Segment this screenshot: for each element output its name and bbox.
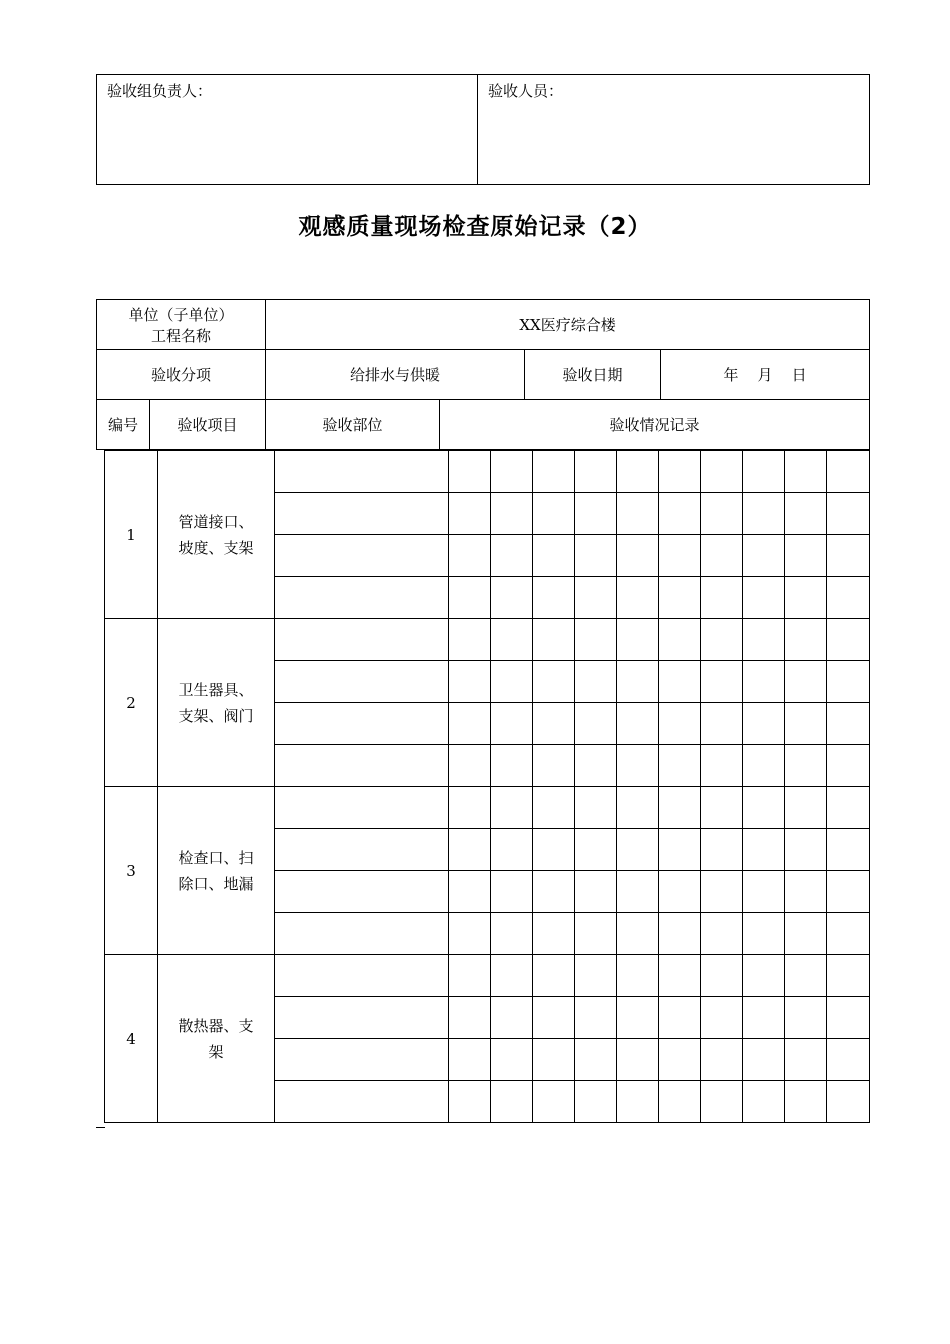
- record-cell[interactable]: [449, 1081, 491, 1123]
- record-cell[interactable]: [617, 661, 659, 703]
- record-cell[interactable]: [491, 997, 533, 1039]
- item-name: [158, 787, 275, 955]
- record-cell[interactable]: [701, 703, 743, 745]
- record-cell[interactable]: [659, 1039, 701, 1081]
- record-cell[interactable]: [449, 871, 491, 913]
- record-cell[interactable]: [785, 1081, 827, 1123]
- record-cell[interactable]: [449, 913, 491, 955]
- inspection-table: [104, 450, 870, 1123]
- item-name: [158, 955, 275, 1123]
- leader-label: 验收组负责人：: [107, 82, 213, 100]
- item-number: 2: [105, 619, 158, 787]
- record-cell[interactable]: [785, 955, 827, 997]
- record-cell[interactable]: [785, 1039, 827, 1081]
- record-cell[interactable]: [533, 997, 575, 1039]
- table-row: [105, 787, 870, 829]
- record-cell[interactable]: [743, 787, 785, 829]
- record-cell[interactable]: [701, 913, 743, 955]
- record-cell[interactable]: [491, 787, 533, 829]
- record-cell[interactable]: [449, 619, 491, 661]
- unit-value[interactable]: XX医疗综合楼: [266, 300, 870, 350]
- item-name-line2: 除口、地漏: [178, 874, 254, 893]
- record-cell[interactable]: [743, 493, 785, 535]
- record-cell[interactable]: [659, 535, 701, 577]
- record-cell[interactable]: [575, 787, 617, 829]
- col-record-header: 验收情况记录: [440, 400, 870, 450]
- record-cell[interactable]: [827, 829, 870, 871]
- record-cell[interactable]: [785, 787, 827, 829]
- record-cell[interactable]: [533, 493, 575, 535]
- unit-label-line2: 工程名称: [151, 326, 212, 345]
- date-label: 验收日期: [525, 350, 661, 400]
- record-cell[interactable]: [659, 1081, 701, 1123]
- record-cell[interactable]: [785, 913, 827, 955]
- record-cell[interactable]: [617, 577, 659, 619]
- record-cell[interactable]: [701, 787, 743, 829]
- record-cell[interactable]: [701, 871, 743, 913]
- record-cell[interactable]: [659, 619, 701, 661]
- member-label: 验收人员：: [488, 82, 564, 100]
- record-cell[interactable]: [533, 787, 575, 829]
- record-cell[interactable]: [785, 493, 827, 535]
- record-cell[interactable]: [743, 955, 785, 997]
- signature-table: [96, 74, 870, 185]
- part-cell[interactable]: [275, 913, 449, 955]
- record-cell[interactable]: [491, 955, 533, 997]
- record-cell[interactable]: [743, 451, 785, 493]
- record-cell[interactable]: [575, 745, 617, 787]
- part-cell[interactable]: [275, 955, 449, 997]
- record-cell[interactable]: [575, 577, 617, 619]
- record-cell[interactable]: [575, 619, 617, 661]
- page-title: 观感质量现场检查原始记录（2）: [298, 214, 652, 240]
- record-cell[interactable]: [491, 745, 533, 787]
- item-number: 4: [105, 955, 158, 1123]
- part-cell[interactable]: [275, 577, 449, 619]
- record-cell[interactable]: [827, 745, 870, 787]
- record-cell[interactable]: [701, 1039, 743, 1081]
- item-name: [158, 619, 275, 787]
- record-cell[interactable]: [827, 535, 870, 577]
- record-cell[interactable]: [701, 577, 743, 619]
- record-cell[interactable]: [449, 493, 491, 535]
- record-cell[interactable]: [659, 577, 701, 619]
- record-cell[interactable]: [827, 451, 870, 493]
- record-cell[interactable]: [659, 997, 701, 1039]
- record-cell[interactable]: [827, 997, 870, 1039]
- record-cell[interactable]: [659, 703, 701, 745]
- record-cell[interactable]: [575, 829, 617, 871]
- record-cell[interactable]: [575, 997, 617, 1039]
- header-table: [96, 299, 870, 450]
- record-cell[interactable]: [533, 703, 575, 745]
- record-cell[interactable]: [701, 829, 743, 871]
- item-name-line1: 检查口、扫: [178, 848, 254, 867]
- record-cell[interactable]: [617, 1039, 659, 1081]
- record-cell[interactable]: [785, 577, 827, 619]
- part-cell[interactable]: [275, 451, 449, 493]
- record-cell[interactable]: [827, 577, 870, 619]
- record-cell[interactable]: [533, 577, 575, 619]
- record-cell[interactable]: [827, 703, 870, 745]
- record-cell[interactable]: [575, 871, 617, 913]
- member-signature-cell[interactable]: [478, 75, 870, 185]
- record-cell[interactable]: [827, 661, 870, 703]
- record-cell[interactable]: [533, 871, 575, 913]
- record-cell[interactable]: [449, 1039, 491, 1081]
- record-cell[interactable]: [533, 1081, 575, 1123]
- record-cell[interactable]: [533, 829, 575, 871]
- record-cell[interactable]: [491, 451, 533, 493]
- record-cell[interactable]: [701, 1081, 743, 1123]
- record-cell[interactable]: [827, 787, 870, 829]
- record-cell[interactable]: [701, 661, 743, 703]
- record-cell[interactable]: [491, 619, 533, 661]
- record-cell[interactable]: [701, 997, 743, 1039]
- record-cell[interactable]: [659, 829, 701, 871]
- item-number: 1: [105, 451, 158, 619]
- record-cell[interactable]: [617, 829, 659, 871]
- record-cell[interactable]: [575, 1081, 617, 1123]
- record-cell[interactable]: [743, 619, 785, 661]
- record-cell[interactable]: [449, 745, 491, 787]
- leader-signature-cell[interactable]: [97, 75, 478, 185]
- record-cell[interactable]: [827, 1081, 870, 1123]
- part-cell[interactable]: [275, 493, 449, 535]
- record-cell[interactable]: [785, 619, 827, 661]
- record-cell[interactable]: [659, 955, 701, 997]
- record-cell[interactable]: [701, 619, 743, 661]
- item-name-line2: 架: [208, 1042, 224, 1061]
- record-cell[interactable]: [785, 535, 827, 577]
- part-cell[interactable]: [275, 1081, 449, 1123]
- record-cell[interactable]: [659, 661, 701, 703]
- part-cell[interactable]: [275, 661, 449, 703]
- record-cell[interactable]: [575, 913, 617, 955]
- record-cell[interactable]: [575, 451, 617, 493]
- record-cell[interactable]: [785, 451, 827, 493]
- record-cell[interactable]: [575, 493, 617, 535]
- record-cell[interactable]: [533, 1039, 575, 1081]
- record-cell[interactable]: [617, 787, 659, 829]
- record-cell[interactable]: [617, 997, 659, 1039]
- record-cell[interactable]: [575, 535, 617, 577]
- record-cell[interactable]: [533, 451, 575, 493]
- item-name-line1: 管道接口、: [178, 512, 254, 531]
- record-cell[interactable]: [785, 871, 827, 913]
- record-cell[interactable]: [785, 703, 827, 745]
- part-cell[interactable]: [275, 745, 449, 787]
- record-cell[interactable]: [449, 997, 491, 1039]
- part-cell[interactable]: [275, 535, 449, 577]
- part-cell[interactable]: [275, 1039, 449, 1081]
- record-cell[interactable]: [617, 1081, 659, 1123]
- record-cell[interactable]: [617, 871, 659, 913]
- record-cell[interactable]: [743, 661, 785, 703]
- record-cell[interactable]: [617, 451, 659, 493]
- record-cell[interactable]: [827, 955, 870, 997]
- record-cell[interactable]: [659, 913, 701, 955]
- col-item-header: 验收项目: [150, 400, 266, 450]
- record-cell[interactable]: [617, 913, 659, 955]
- record-cell[interactable]: [617, 535, 659, 577]
- record-cell[interactable]: [491, 493, 533, 535]
- record-cell[interactable]: [659, 451, 701, 493]
- record-cell[interactable]: [575, 1039, 617, 1081]
- record-cell[interactable]: [827, 871, 870, 913]
- record-cell[interactable]: [701, 493, 743, 535]
- record-cell[interactable]: [449, 703, 491, 745]
- record-cell[interactable]: [449, 577, 491, 619]
- col-no-header: 编号: [97, 400, 150, 450]
- record-cell[interactable]: [785, 829, 827, 871]
- record-cell[interactable]: [533, 535, 575, 577]
- record-cell[interactable]: [743, 913, 785, 955]
- record-cell[interactable]: [743, 1039, 785, 1081]
- record-cell[interactable]: [491, 1081, 533, 1123]
- record-cell[interactable]: [659, 871, 701, 913]
- record-cell[interactable]: [827, 493, 870, 535]
- record-cell[interactable]: [533, 913, 575, 955]
- record-cell[interactable]: [617, 955, 659, 997]
- record-cell[interactable]: [743, 829, 785, 871]
- record-cell[interactable]: [491, 913, 533, 955]
- record-cell[interactable]: [743, 535, 785, 577]
- record-cell[interactable]: [827, 619, 870, 661]
- part-cell[interactable]: [275, 871, 449, 913]
- record-cell[interactable]: [575, 955, 617, 997]
- part-cell[interactable]: [275, 619, 449, 661]
- record-cell[interactable]: [491, 577, 533, 619]
- record-cell[interactable]: [449, 955, 491, 997]
- part-cell[interactable]: [275, 829, 449, 871]
- table-row: [105, 619, 870, 661]
- table-row: [105, 451, 870, 493]
- record-cell[interactable]: [449, 661, 491, 703]
- record-cell[interactable]: [743, 703, 785, 745]
- table-row: [105, 955, 870, 997]
- item-name-line1: 卫生器具、: [178, 680, 254, 699]
- record-cell[interactable]: [743, 997, 785, 1039]
- record-cell[interactable]: [743, 577, 785, 619]
- record-cell[interactable]: [743, 745, 785, 787]
- record-cell[interactable]: [449, 451, 491, 493]
- table-bottom-stub: [96, 1127, 105, 1128]
- record-cell[interactable]: [785, 661, 827, 703]
- record-cell[interactable]: [575, 661, 617, 703]
- date-value[interactable]: 年 月 日: [661, 350, 870, 400]
- record-cell[interactable]: [659, 745, 701, 787]
- record-cell[interactable]: [743, 871, 785, 913]
- record-cell[interactable]: [785, 997, 827, 1039]
- record-cell[interactable]: [491, 1039, 533, 1081]
- record-cell[interactable]: [491, 871, 533, 913]
- item-name-line2: 坡度、支架: [178, 538, 254, 557]
- record-cell[interactable]: [617, 745, 659, 787]
- record-cell[interactable]: [659, 787, 701, 829]
- item-value[interactable]: 给排水与供暖: [266, 350, 525, 400]
- item-label: 验收分项: [97, 350, 266, 400]
- record-cell[interactable]: [533, 661, 575, 703]
- part-cell[interactable]: [275, 997, 449, 1039]
- record-cell[interactable]: [533, 745, 575, 787]
- record-cell[interactable]: [659, 493, 701, 535]
- record-cell[interactable]: [491, 535, 533, 577]
- part-cell[interactable]: [275, 787, 449, 829]
- item-name-line1: 散热器、支: [178, 1016, 254, 1035]
- record-cell[interactable]: [449, 787, 491, 829]
- part-cell[interactable]: [275, 703, 449, 745]
- record-cell[interactable]: [491, 703, 533, 745]
- record-cell[interactable]: [575, 703, 617, 745]
- unit-label-line1: 单位（子单位）: [128, 305, 234, 324]
- record-cell[interactable]: [533, 619, 575, 661]
- record-cell[interactable]: [701, 451, 743, 493]
- item-name: [158, 451, 275, 619]
- record-cell[interactable]: [617, 619, 659, 661]
- record-cell[interactable]: [827, 913, 870, 955]
- record-cell[interactable]: [743, 1081, 785, 1123]
- record-cell[interactable]: [491, 829, 533, 871]
- record-cell[interactable]: [449, 535, 491, 577]
- item-name-line2: 支架、阀门: [178, 706, 254, 725]
- record-cell[interactable]: [827, 1039, 870, 1081]
- record-cell[interactable]: [491, 661, 533, 703]
- record-cell[interactable]: [617, 703, 659, 745]
- record-cell[interactable]: [533, 955, 575, 997]
- unit-label-cell: [97, 300, 266, 350]
- record-cell[interactable]: [701, 745, 743, 787]
- record-cell[interactable]: [701, 535, 743, 577]
- col-part-header: 验收部位: [266, 400, 440, 450]
- record-cell[interactable]: [449, 829, 491, 871]
- record-cell[interactable]: [785, 745, 827, 787]
- record-cell[interactable]: [617, 493, 659, 535]
- record-cell[interactable]: [701, 955, 743, 997]
- item-number: 3: [105, 787, 158, 955]
